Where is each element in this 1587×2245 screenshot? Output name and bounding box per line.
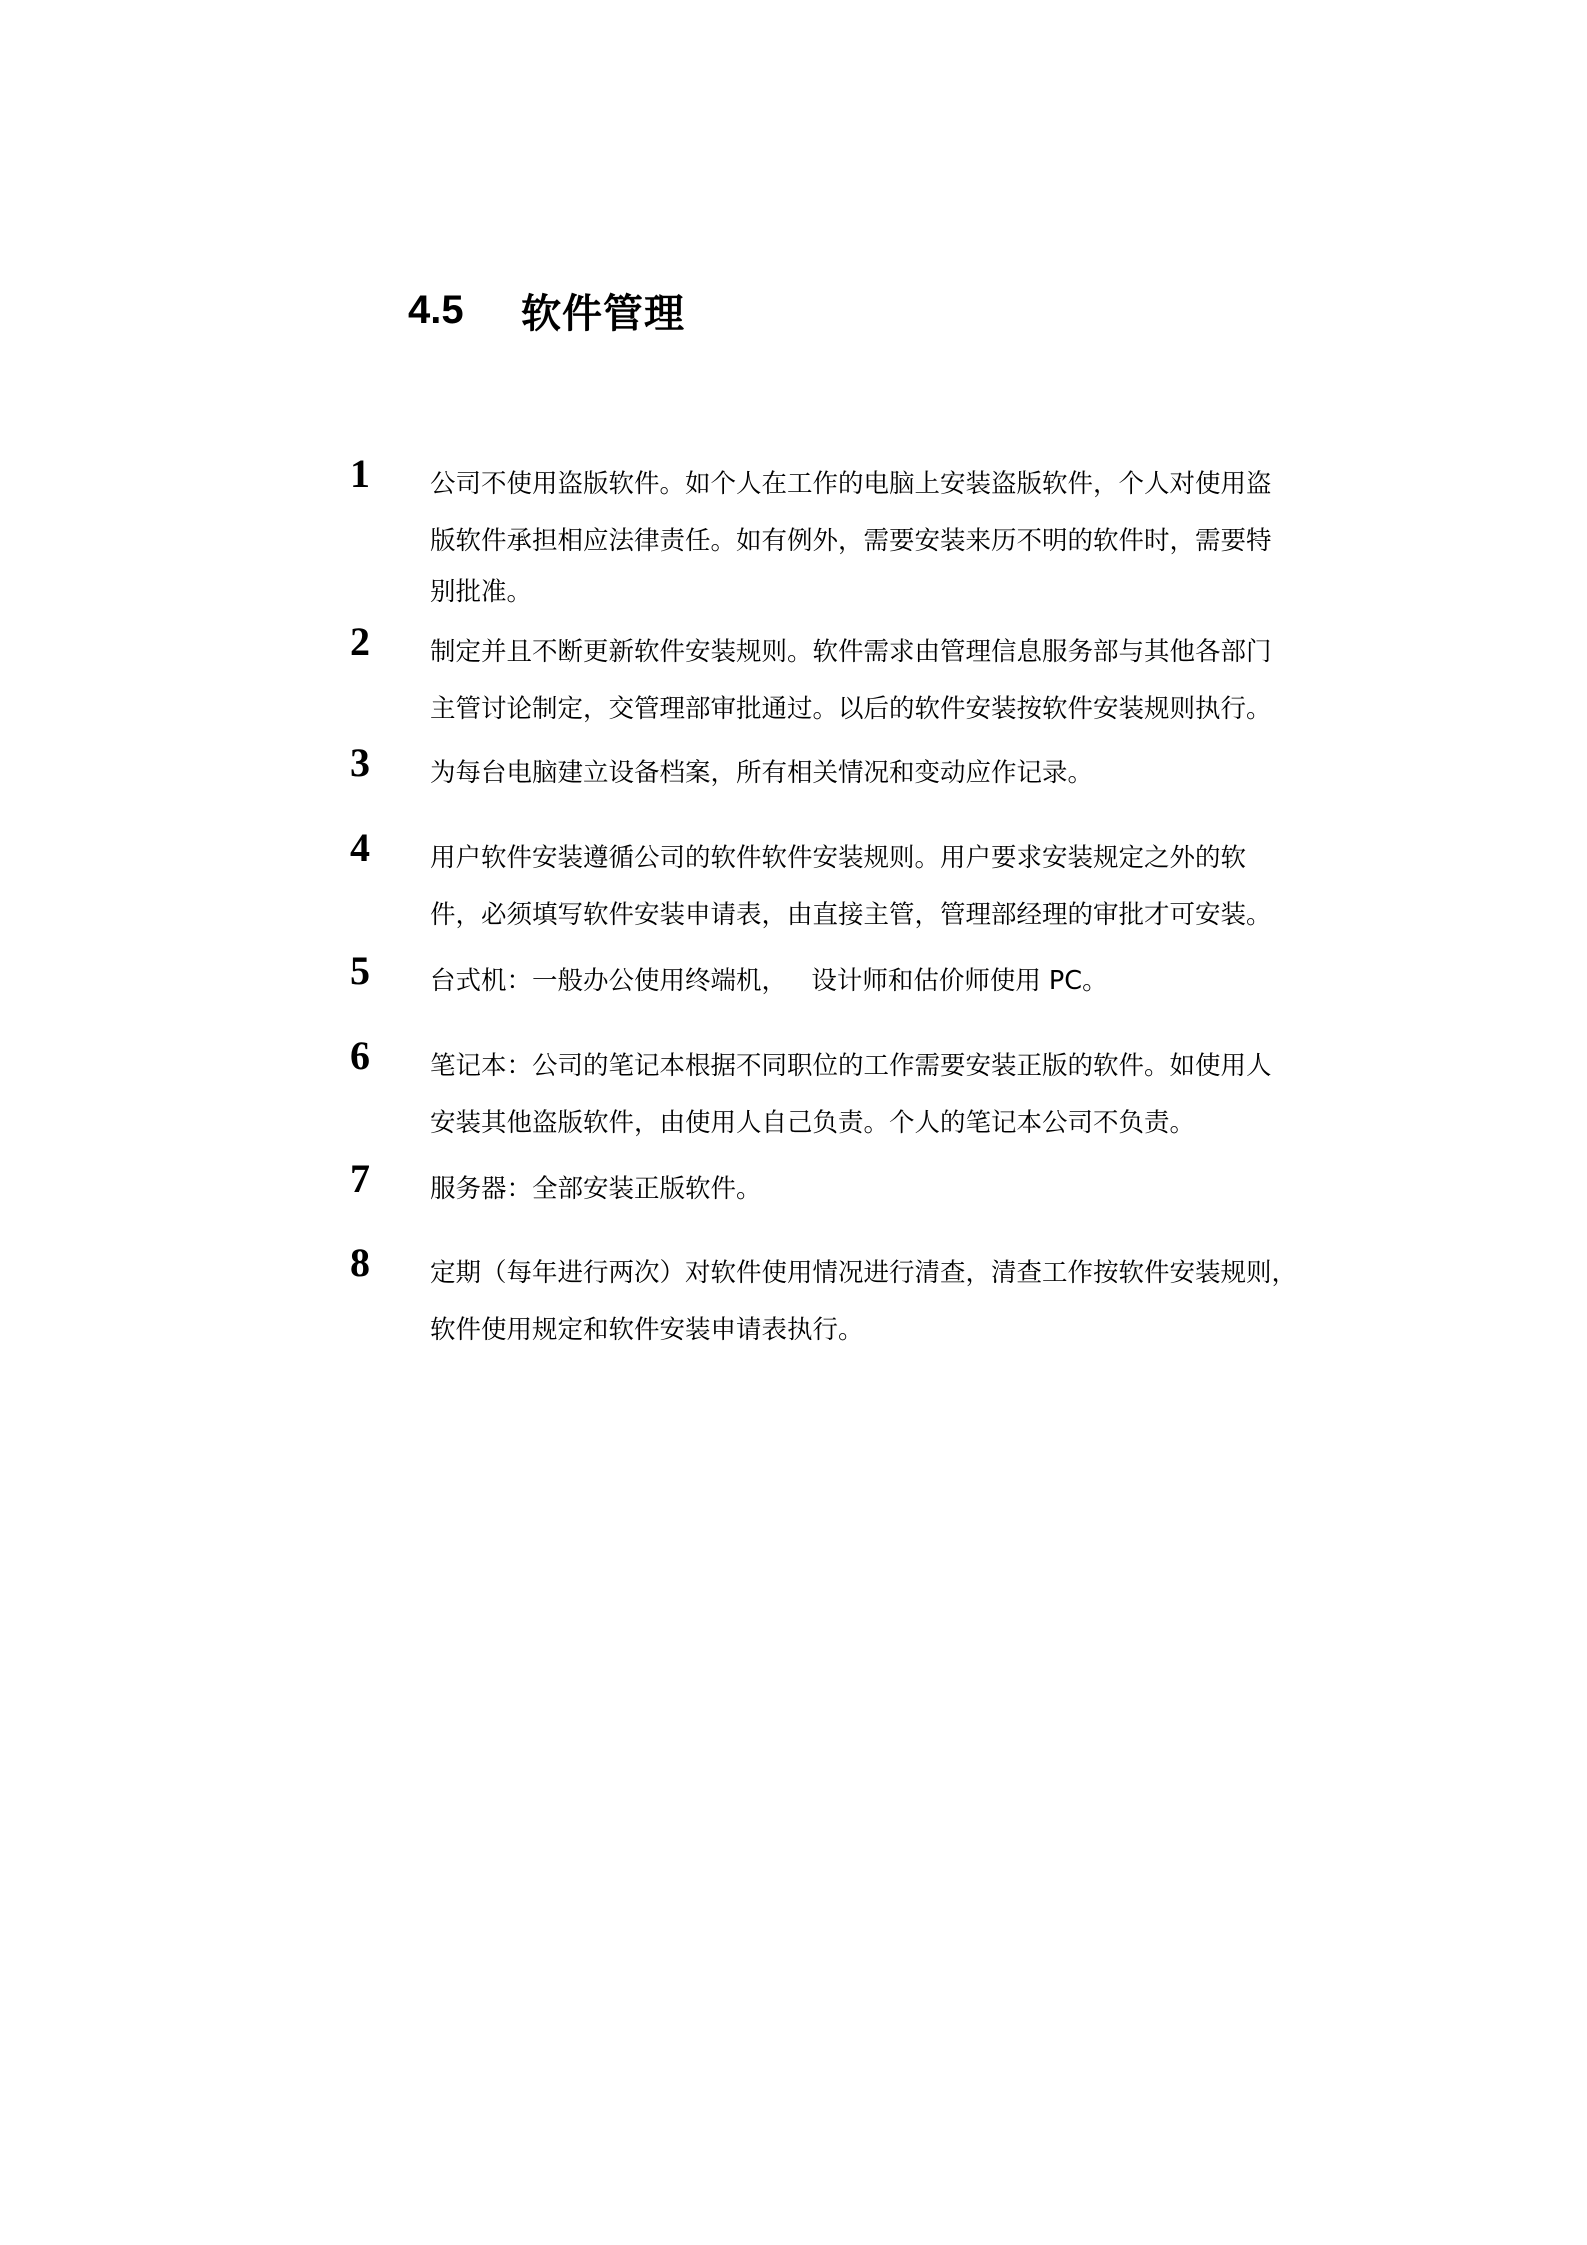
item-line: 服务器：全部安装正版软件。 [430, 1174, 762, 1204]
item-number: 3 [350, 740, 370, 785]
item-number: 7 [350, 1156, 370, 1201]
item-text [430, 1038, 1360, 1152]
item-text [430, 1245, 1360, 1359]
item-line: 用户软件安装遵循公司的软件软件安装规则。用户要求安装规定之外的软 [430, 843, 1247, 873]
item-text [430, 830, 1360, 944]
item-line: 主管讨论制定，交管理部审批通过。以后的软件安装按软件安装规则执行。 [430, 694, 1272, 724]
item-number: 8 [350, 1240, 370, 1285]
item-number: 6 [350, 1033, 370, 1078]
item-line: 定期（每年进行两次）对软件使用情况进行清查，清查工作按软件安装规则， [430, 1258, 1298, 1288]
item-number: 1 [350, 451, 370, 496]
item-number: 2 [350, 619, 370, 664]
section-heading [408, 280, 685, 340]
section-title: 软件管理 [521, 291, 685, 336]
item-number: 4 [350, 825, 370, 870]
item-text [430, 456, 1360, 614]
item-line: 件，必须填写软件安装申请表，由直接主管，管理部经理的审批才可安装。 [430, 900, 1272, 930]
item-line: 笔记本：公司的笔记本根据不同职位的工作需要安装正版的软件。如使用人 [430, 1051, 1272, 1081]
item-line: 安装其他盗版软件，由使用人自己负责。个人的笔记本公司不负责。 [430, 1108, 1196, 1138]
section-number: 4.5 [408, 287, 464, 332]
item-line: 为每台电脑建立设备档案，所有相关情况和变动应作记录。 [430, 758, 1094, 788]
item-line: 软件使用规定和软件安装申请表执行。 [430, 1315, 864, 1345]
item-line: 台式机：一般办公使用终端机， 设计师和估价师使用 PC。 [430, 966, 1108, 996]
item-line: 公司不使用盗版软件。如个人在工作的电脑上安装盗版软件，个人对使用盗 [430, 469, 1272, 499]
item-line: 版软件承担相应法律责任。如有例外，需要安装来历不明的软件时，需要特 [430, 526, 1272, 556]
item-text [430, 953, 1360, 1010]
item-line: 制定并且不断更新软件安装规则。软件需求由管理信息服务部与其他各部门 [430, 637, 1272, 667]
item-text [430, 624, 1360, 738]
item-text [430, 745, 1360, 802]
item-line: 别批准。 [430, 577, 533, 607]
item-number: 5 [350, 948, 370, 993]
item-text [430, 1161, 1360, 1218]
